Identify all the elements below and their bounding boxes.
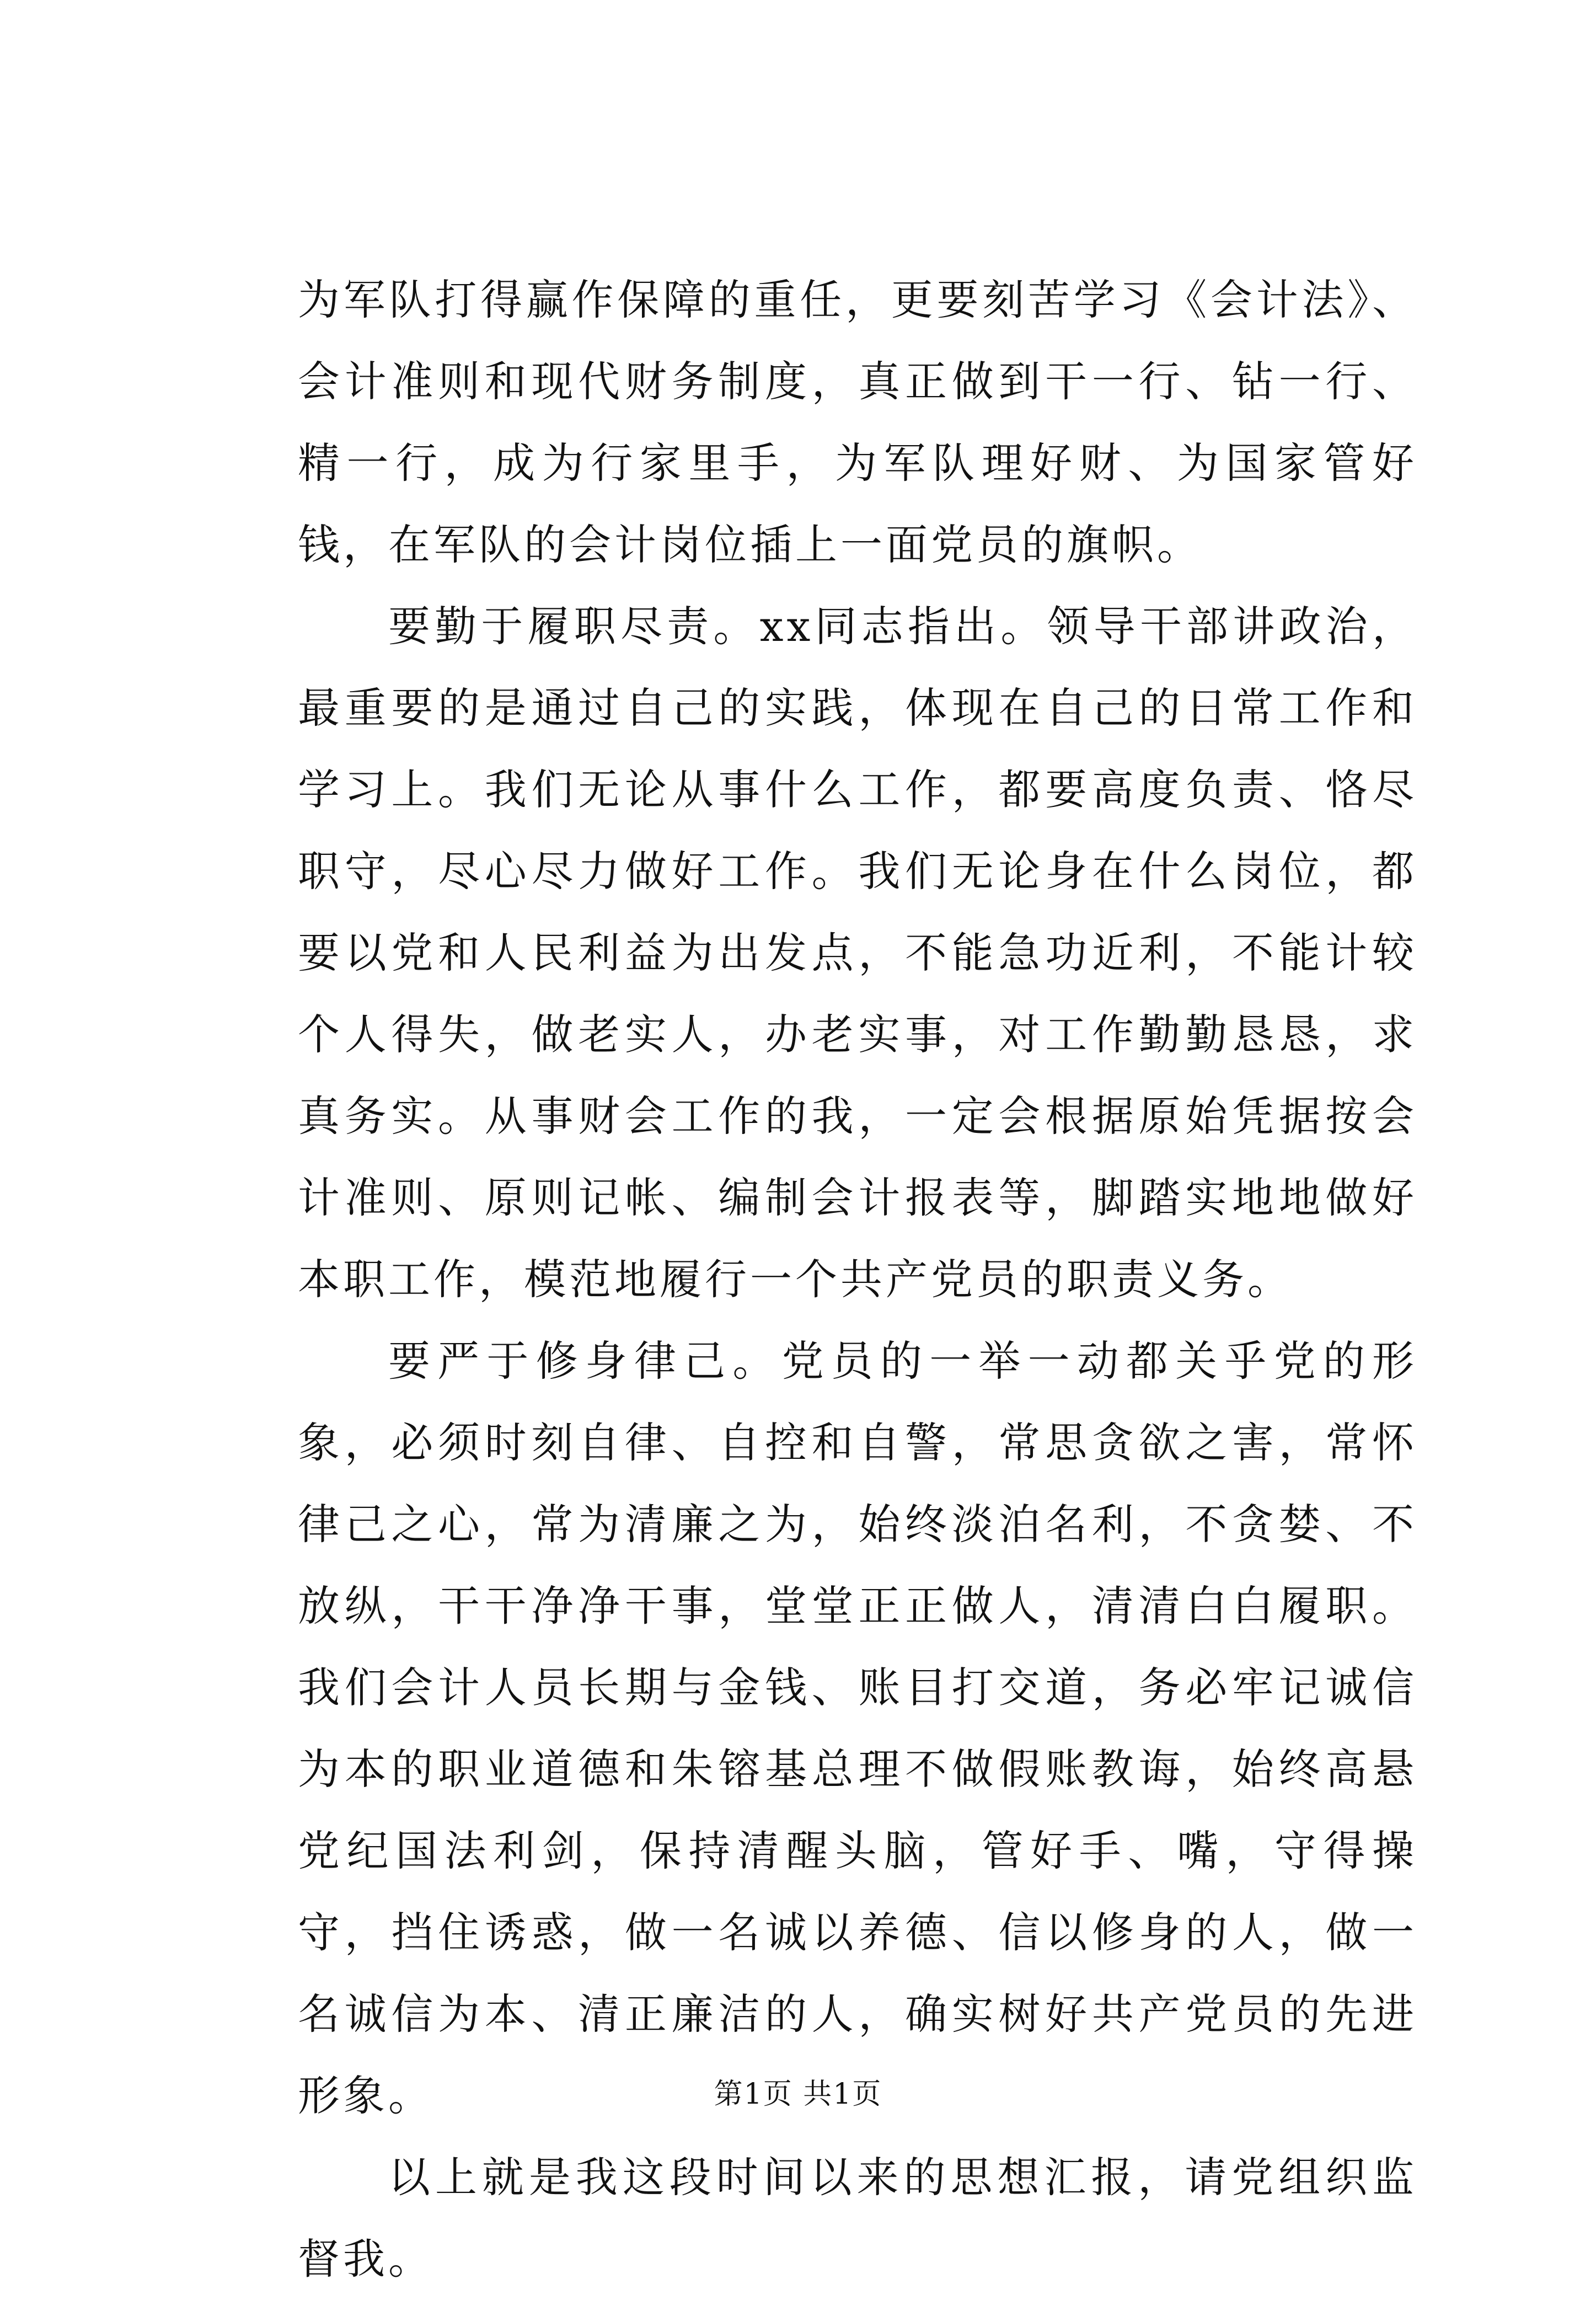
page-footer: 第1页 共1页: [714, 2078, 882, 2111]
paragraph-self-discipline: 要严于修身律己。党员的一举一动都关乎党的形象，必须时刻自律、自控和自警，常思贪欲之害，常怀律己之心，常为清廉之为，始终淡泊名利，不贪婪、不放纵，干干净净干事，堂堂正正做人，清清白白履职。我们会计人员长期与金钱、账目打交道，务必牢记诚信为本的职业道德和朱镕基总理不做假账教诲，始终高悬党纪国法利剑，保持清醒头脑，管好手、嘴，守得操守，挡住诱惑，做一名诚以养德、信以修身的人，做一名诚信为本、清正廉洁的人，确实树好共产党员的先进形象。: [298, 1336, 1417, 2120]
paragraph-closing: 以上就是我这段时间以来的思想汇报，请党组织监督我。: [298, 2153, 1417, 2283]
document-body: [298, 259, 1417, 2300]
paragraph-continued: 为军队打得赢作保障的重任，更要刻苦学习《会计法》、会计准则和现代财务制度，真正做到干一行、钻一行、精一行，成为行家里手，为军队理好财、为国家管好钱，在军队的会计岗位插上一面党员的旗帜。: [298, 275, 1417, 569]
paragraph-duty: 要勤于履职尽责。xx同志指出。领导干部讲政治，最重要的是通过自己的实践，体现在自己的日常工作和学习上。我们无论从事什么工作，都要高度负责、恪尽职守，尽心尽力做好工作。我们无论身在什么岗位，都要以党和人民利益为出发点，不能急功近利，不能计较个人得失，做老实人，办老实事，对工作勤勤恳恳，求真务实。从事财会工作的我，一定会根据原始凭据按会计准则、原则记帐、编制会计报表等，脚踏实地地做好本职工作，模范地履行一个共产党员的职责义务。: [298, 602, 1417, 1304]
